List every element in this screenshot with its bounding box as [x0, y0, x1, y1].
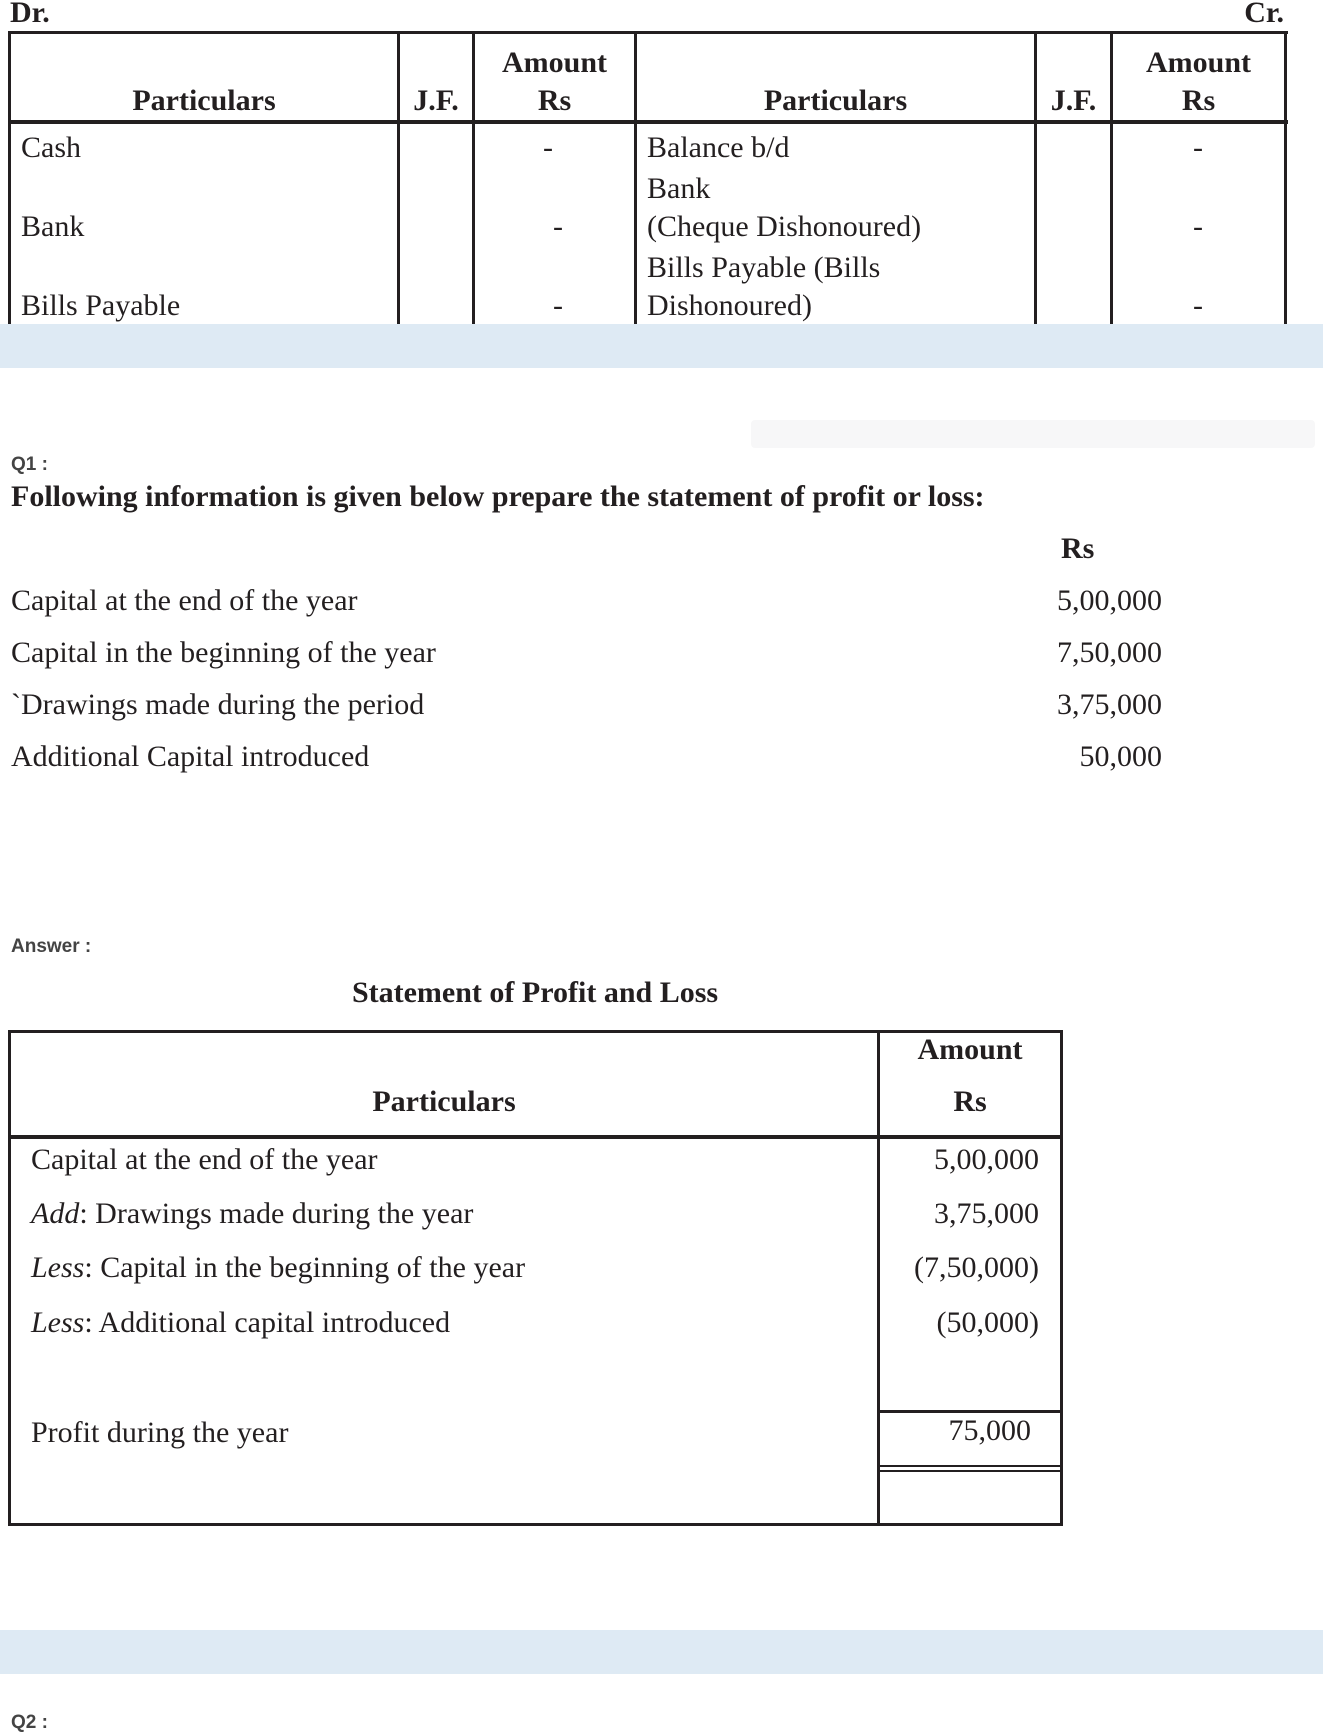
divider: [1060, 1030, 1063, 1526]
credit-particulars: Balance b/d: [647, 131, 790, 164]
cr-label: Cr.: [1244, 0, 1284, 29]
credit-amount: -: [1193, 210, 1203, 243]
credit-particulars: Bank: [647, 172, 711, 205]
statement-value: (7,50,000): [914, 1251, 1039, 1284]
total-double-line: [878, 1465, 1062, 1467]
statement-value: 3,75,000: [934, 1197, 1039, 1230]
profit-value: 75,000: [948, 1414, 1031, 1447]
item-label: Capital in the beginning of the year: [11, 636, 436, 669]
answer-label: Answer :: [11, 936, 92, 957]
debit-amount: -: [543, 131, 553, 164]
header-particulars: Particulars: [372, 1085, 516, 1118]
statement-row: Less: Capital in the beginning of the year: [31, 1251, 526, 1284]
debit-amount: -: [553, 289, 563, 322]
item-label: Additional Capital introduced: [11, 740, 370, 773]
currency-header: Rs: [1061, 532, 1095, 565]
divider: [1034, 31, 1037, 324]
divider: [1284, 31, 1287, 324]
item-label: `Drawings made during the period: [11, 688, 425, 721]
statement-value: 5,00,000: [934, 1143, 1039, 1176]
statement-row: Less: Additional capital introduced: [31, 1306, 451, 1339]
debit-particulars: Bank: [21, 210, 85, 243]
item-value: 7,50,000: [1057, 636, 1162, 669]
header-particulars: Particulars: [132, 84, 276, 117]
header-amount: Amount: [501, 46, 607, 79]
divider: [634, 31, 637, 324]
header-rs: Rs: [1181, 84, 1216, 117]
header-rs: Rs: [953, 1085, 987, 1118]
header-amount: Amount: [917, 1033, 1023, 1066]
item-label: Capital at the end of the year: [11, 584, 358, 617]
dr-label: Dr.: [10, 0, 50, 29]
credit-particulars: (Cheque Dishonoured): [647, 210, 922, 243]
header-amount: Amount: [1145, 46, 1251, 79]
header-jf: J.F.: [1050, 84, 1097, 117]
divider: [8, 1135, 1063, 1139]
header-jf: J.F.: [413, 84, 459, 117]
statement-value: (50,000): [936, 1306, 1039, 1339]
divider: [8, 1523, 1063, 1526]
divider: [9, 31, 1288, 34]
question-text: Following information is given below prepare the statement of profit or loss:: [11, 480, 985, 513]
statement-row: Add: Drawings made during the year: [31, 1197, 474, 1230]
statement-title: Statement of Profit and Loss: [351, 976, 719, 1009]
debit-particulars: Cash: [21, 131, 81, 164]
subtotal-line: [878, 1410, 1062, 1413]
statement-row: Capital at the end of the year: [31, 1143, 378, 1176]
debit-amount: -: [553, 210, 563, 243]
credit-amount: -: [1193, 131, 1203, 164]
divider: [9, 120, 1288, 124]
toolbar-placeholder: [751, 420, 1315, 448]
section-separator: [0, 1630, 1323, 1674]
profit-label: Profit during the year: [31, 1416, 289, 1449]
credit-amount: -: [1193, 289, 1203, 322]
item-value: 3,75,000: [1057, 688, 1162, 721]
question-label: Q2 :: [11, 1712, 48, 1733]
divider: [397, 31, 400, 324]
item-value: 5,00,000: [1057, 584, 1162, 617]
debit-particulars: Bills Payable: [21, 289, 181, 322]
credit-particulars: Bills Payable (Bills: [647, 251, 881, 284]
divider: [8, 31, 11, 324]
question-label: Q1 :: [11, 454, 48, 475]
header-rs: Rs: [537, 84, 572, 117]
total-double-line: [878, 1470, 1062, 1472]
item-value: 50,000: [1079, 740, 1162, 773]
credit-particulars: Dishonoured): [647, 289, 812, 322]
section-separator: [0, 324, 1323, 368]
header-particulars: Particulars: [763, 84, 908, 117]
